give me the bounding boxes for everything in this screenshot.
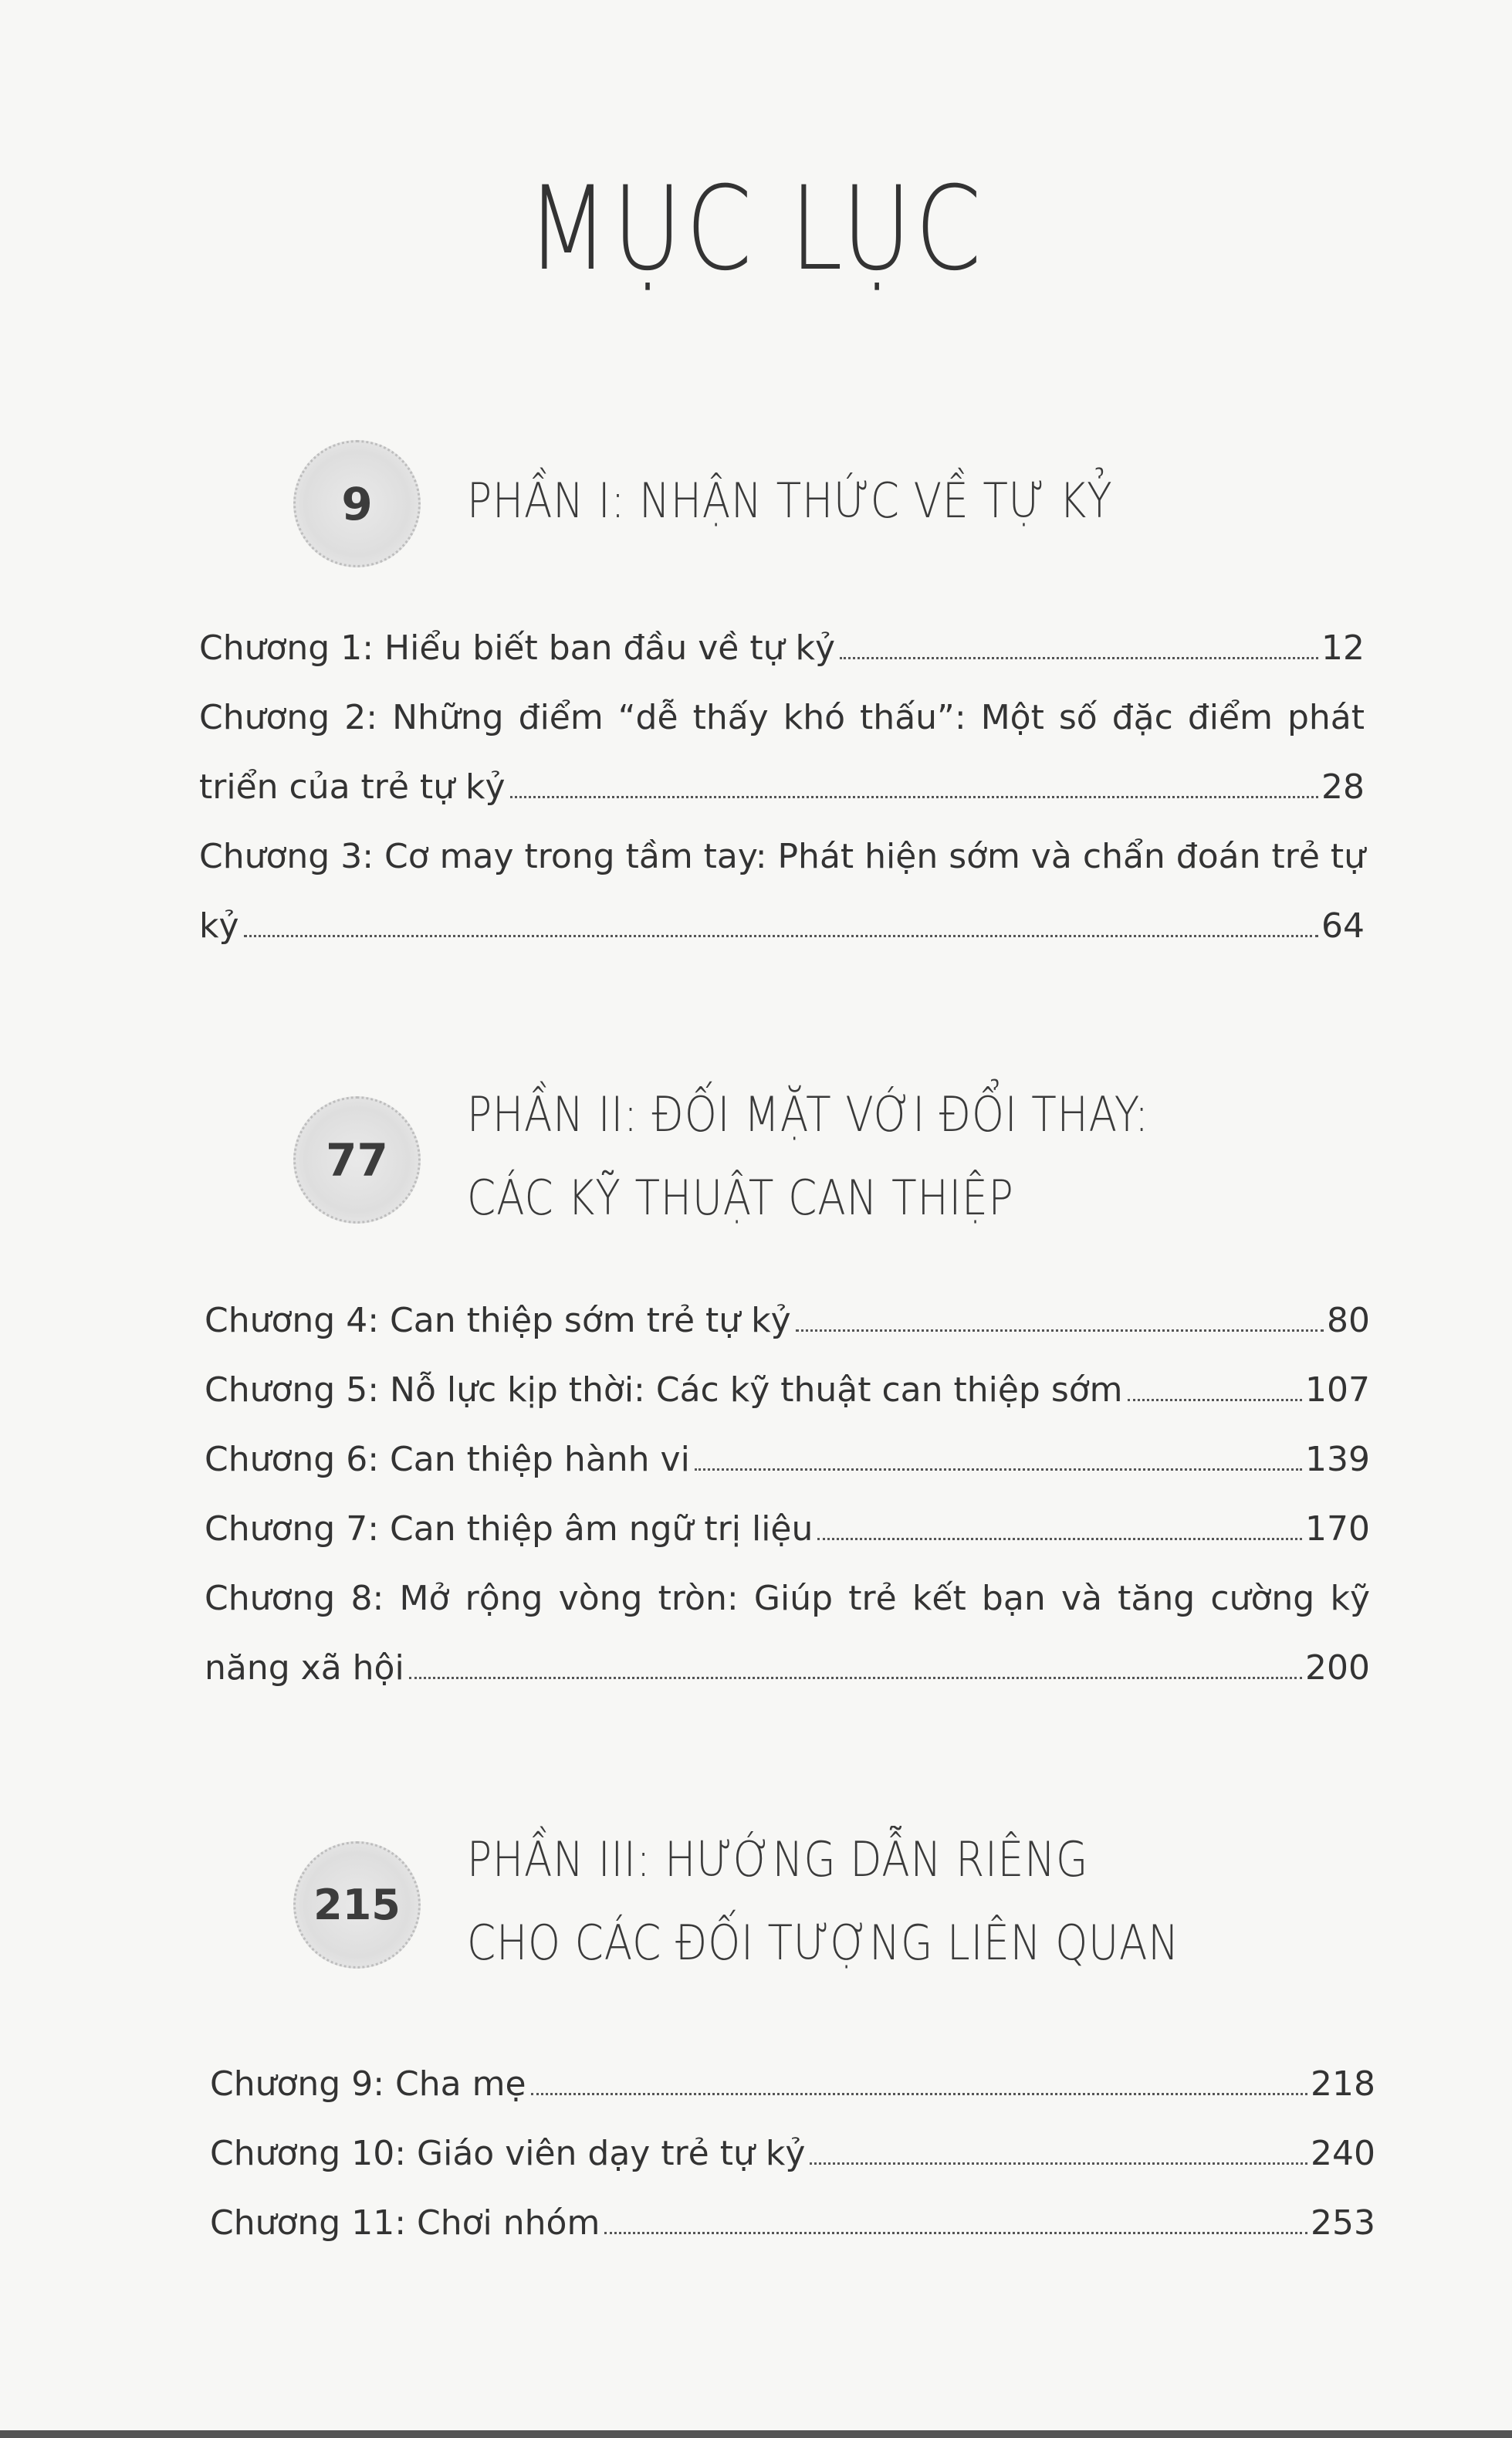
part-3-page-badge: 215: [293, 1841, 421, 1969]
chapter-page-number: 107: [1305, 1370, 1370, 1410]
part-1-header: [293, 440, 1374, 571]
chapter-entry-5[interactable]: [205, 1356, 1370, 1425]
chapter-title: Chương 2: Những điểm “dễ thấy khó thấu”: Một số đặc điểm phát: [199, 698, 1365, 737]
part-3-header: [293, 1818, 1374, 1996]
chapter-title: Chương 9: Cha mẹ: [210, 2064, 526, 2104]
chapter-title: Chương 6: Can thiệp hành vi: [205, 1440, 690, 1479]
part-1-page-badge: 9: [293, 440, 421, 567]
dot-leader: [510, 795, 1318, 798]
chapter-entry-8[interactable]: [205, 1564, 1370, 1703]
dot-leader: [1128, 1398, 1302, 1401]
chapter-page-number: 80: [1327, 1301, 1370, 1340]
chapter-entry-7[interactable]: [205, 1495, 1370, 1564]
dot-leader: [840, 656, 1318, 659]
part-2-header: [293, 1073, 1374, 1251]
part-2-chapter-list: [205, 1286, 1370, 1703]
chapter-title: Chương 11: Chơi nhóm: [210, 2203, 600, 2243]
chapter-title: Chương 4: Can thiệp sớm trẻ tự kỷ: [205, 1301, 791, 1340]
chapter-title: Chương 5: Nỗ lực kịp thời: Các kỹ thuật can thiệp sớm: [205, 1370, 1123, 1410]
part-1-title: [467, 459, 1230, 543]
chapter-entry-6[interactable]: [205, 1425, 1370, 1495]
chapter-entry-9[interactable]: [210, 2050, 1375, 2119]
part-3-title: [467, 1818, 1230, 1985]
chapter-entry-3[interactable]: [199, 822, 1365, 961]
chapter-entry-11[interactable]: [210, 2189, 1375, 2258]
dot-leader: [244, 934, 1318, 937]
chapter-page-number: 218: [1311, 2064, 1375, 2104]
part-2-title: [467, 1073, 1230, 1240]
part-2-title-line: PHẦN II: ĐỐI MẶT VỚI ĐỔI THAY:: [467, 1086, 1149, 1143]
chapter-entry-10[interactable]: [210, 2119, 1375, 2189]
dot-leader: [810, 2162, 1307, 2165]
chapter-page-number: 28: [1321, 767, 1365, 807]
chapter-page-number: 64: [1321, 906, 1365, 946]
part-2-title-line: CÁC KỸ THUẬT CAN THIỆP: [467, 1170, 1014, 1226]
chapter-entry-4[interactable]: [205, 1286, 1370, 1356]
dot-leader: [817, 1537, 1302, 1540]
dot-leader: [409, 1676, 1302, 1679]
chapter-page-number: 200: [1305, 1648, 1370, 1688]
chapter-page-number: 240: [1311, 2134, 1375, 2173]
part-3-title-line: CHO CÁC ĐỐI TƯỢNG LIÊN QUAN: [467, 1915, 1180, 1971]
chapter-page-number: 139: [1305, 1440, 1370, 1479]
bottom-edge-rule: [0, 2430, 1512, 2438]
chapter-title-continued: năng xã hội: [205, 1648, 404, 1688]
part-1-chapter-list: [199, 614, 1365, 961]
chapter-entry-2[interactable]: [199, 683, 1365, 822]
chapter-title: Chương 7: Can thiệp âm ngữ trị liệu: [205, 1509, 814, 1549]
chapter-title: Chương 1: Hiểu biết ban đầu về tự kỷ: [199, 628, 836, 668]
dot-leader: [604, 2231, 1307, 2234]
page-title: MỤC LỤC: [526, 162, 986, 296]
part-1-title-line: PHẦN I: NHẬN THỨC VỀ TỰ KỶ: [467, 472, 1113, 529]
dot-leader: [796, 1329, 1324, 1332]
chapter-title-continued: triển của trẻ tự kỷ: [199, 767, 506, 807]
part-3-chapter-list: [210, 2050, 1375, 2258]
chapter-title-continued: kỷ: [199, 906, 239, 946]
part-3-title-line: PHẦN III: HƯỚNG DẪN RIÊNG: [467, 1831, 1089, 1888]
chapter-page-number: 170: [1305, 1509, 1370, 1549]
dot-leader: [531, 2092, 1308, 2095]
chapter-title: Chương 3: Cơ may trong tầm tay: Phát hiện sớm và chẩn đoán trẻ tự: [199, 837, 1366, 876]
chapter-page-number: 253: [1311, 2203, 1375, 2243]
part-2-page-badge: 77: [293, 1096, 421, 1224]
chapter-page-number: 12: [1321, 628, 1365, 668]
dot-leader: [695, 1468, 1302, 1471]
chapter-title: Chương 10: Giáo viên dạy trẻ tự kỷ: [210, 2134, 806, 2173]
chapter-entry-1[interactable]: [199, 614, 1365, 683]
chapter-title: Chương 8: Mở rộng vòng tròn: Giúp trẻ kết bạn và tăng cường kỹ: [205, 1579, 1370, 1618]
